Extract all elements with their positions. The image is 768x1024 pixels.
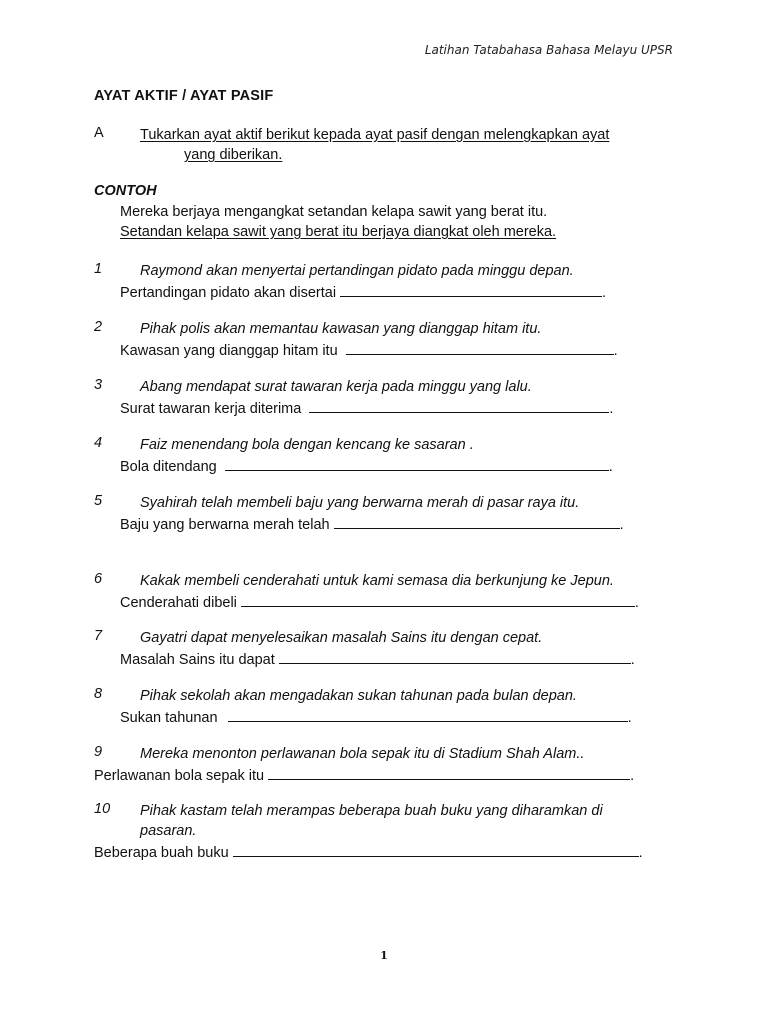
answer-line xyxy=(120,514,624,533)
answer-end: . xyxy=(634,595,639,611)
answer-blank[interactable] xyxy=(228,707,628,722)
answer-blank[interactable] xyxy=(346,340,614,355)
answer-end: . xyxy=(619,517,624,533)
question-number: 6 xyxy=(94,571,103,587)
answer-prompt: Beberapa buah buku xyxy=(94,845,229,861)
answer-line xyxy=(120,649,635,668)
answer-prompt: Sukan tahunan xyxy=(120,710,218,726)
answer-prompt: Baju yang berwarna merah telah xyxy=(120,517,330,533)
question-text: Gayatri dapat menyelesaikan masalah Sains itu dengan cepat. xyxy=(140,630,543,646)
section-letter: A xyxy=(94,125,104,141)
answer-blank[interactable] xyxy=(225,456,609,471)
answer-blank[interactable] xyxy=(279,649,631,664)
answer-prompt: Pertandingan pidato akan disertai xyxy=(120,285,337,301)
answer-line xyxy=(120,398,613,417)
answer-prompt: Kawasan yang dianggap hitam itu xyxy=(120,343,338,359)
example-passive-sentence: Setandan kelapa sawit yang berat itu berjaya diangkat oleh mereka. xyxy=(120,224,557,240)
question-text: Pihak polis akan memantau kawasan yang dianggap hitam itu. xyxy=(140,321,542,337)
answer-line xyxy=(120,592,639,611)
answer-end: . xyxy=(630,652,635,668)
answer-end: . xyxy=(608,459,613,475)
answer-end: . xyxy=(602,285,607,301)
question-text: Pihak sekolah akan mengadakan sukan tahunan pada bulan depan. xyxy=(140,688,577,704)
question-text: Syahirah telah membeli baju yang berwarna merah di pasar raya itu. xyxy=(140,495,580,511)
answer-line xyxy=(120,456,613,475)
answer-line xyxy=(94,842,643,861)
answer-prompt: Cenderahati dibeli xyxy=(120,595,237,611)
answer-line xyxy=(120,282,606,301)
question-text: Kakak membeli cenderahati untuk kami semasa dia berkunjung ke Jepun. xyxy=(140,573,614,589)
answer-end: . xyxy=(613,343,618,359)
question-number: 5 xyxy=(94,493,103,509)
question-text: Abang mendapat surat tawaran kerja pada minggu yang lalu. xyxy=(140,379,532,395)
answer-blank[interactable] xyxy=(340,282,602,297)
question-text: Raymond akan menyertai pertandingan pidato pada minggu depan. xyxy=(140,263,574,279)
question-number: 7 xyxy=(94,628,103,644)
question-text: Mereka menonton perlawanan bola sepak itu di Stadium Shah Alam.. xyxy=(140,746,585,762)
answer-blank[interactable] xyxy=(309,398,609,413)
answer-blank[interactable] xyxy=(268,765,630,780)
page-header: Latihan Tatabahasa Bahasa Melayu UPSR xyxy=(424,43,673,57)
question-number: 2 xyxy=(94,319,103,335)
page-title: AYAT AKTIF / AYAT PASIF xyxy=(94,88,274,104)
answer-prompt: Bola ditendang xyxy=(120,459,217,475)
question-text: Pihak kastam telah merampas beberapa buah buku yang diharamkan di pasaran. xyxy=(140,803,603,839)
question-number: 9 xyxy=(94,744,103,760)
answer-end: . xyxy=(627,710,632,726)
answer-blank[interactable] xyxy=(233,842,639,857)
instruction-line-2: yang diberikan. xyxy=(184,147,283,163)
answer-line xyxy=(94,765,634,784)
instruction xyxy=(140,125,650,165)
question-number: 3 xyxy=(94,377,103,393)
page-number: 1 xyxy=(380,949,388,962)
answer-end: . xyxy=(630,768,635,784)
answer-line xyxy=(120,707,632,726)
answer-line xyxy=(120,340,618,359)
question-text: Faiz menendang bola dengan kencang ke sasaran . xyxy=(140,437,474,453)
answer-end: . xyxy=(609,401,614,417)
instruction-line-1: Tukarkan ayat aktif berikut kepada ayat pasif dengan melengkapkan ayat xyxy=(140,127,610,143)
answer-end: . xyxy=(638,845,643,861)
answer-prompt: Surat tawaran kerja diterima xyxy=(120,401,302,417)
answer-blank[interactable] xyxy=(241,592,635,607)
question-number: 10 xyxy=(94,801,111,817)
question-number: 4 xyxy=(94,435,103,451)
answer-prompt: Masalah Sains itu dapat xyxy=(120,652,275,668)
answer-prompt: Perlawanan bola sepak itu xyxy=(94,768,265,784)
question-number: 8 xyxy=(94,686,103,702)
question-number: 1 xyxy=(94,261,103,277)
answer-blank[interactable] xyxy=(334,514,620,529)
example-active-sentence: Mereka berjaya mengangkat setandan kelapa sawit yang berat itu. xyxy=(120,204,548,220)
example-heading: CONTOH xyxy=(94,183,157,199)
